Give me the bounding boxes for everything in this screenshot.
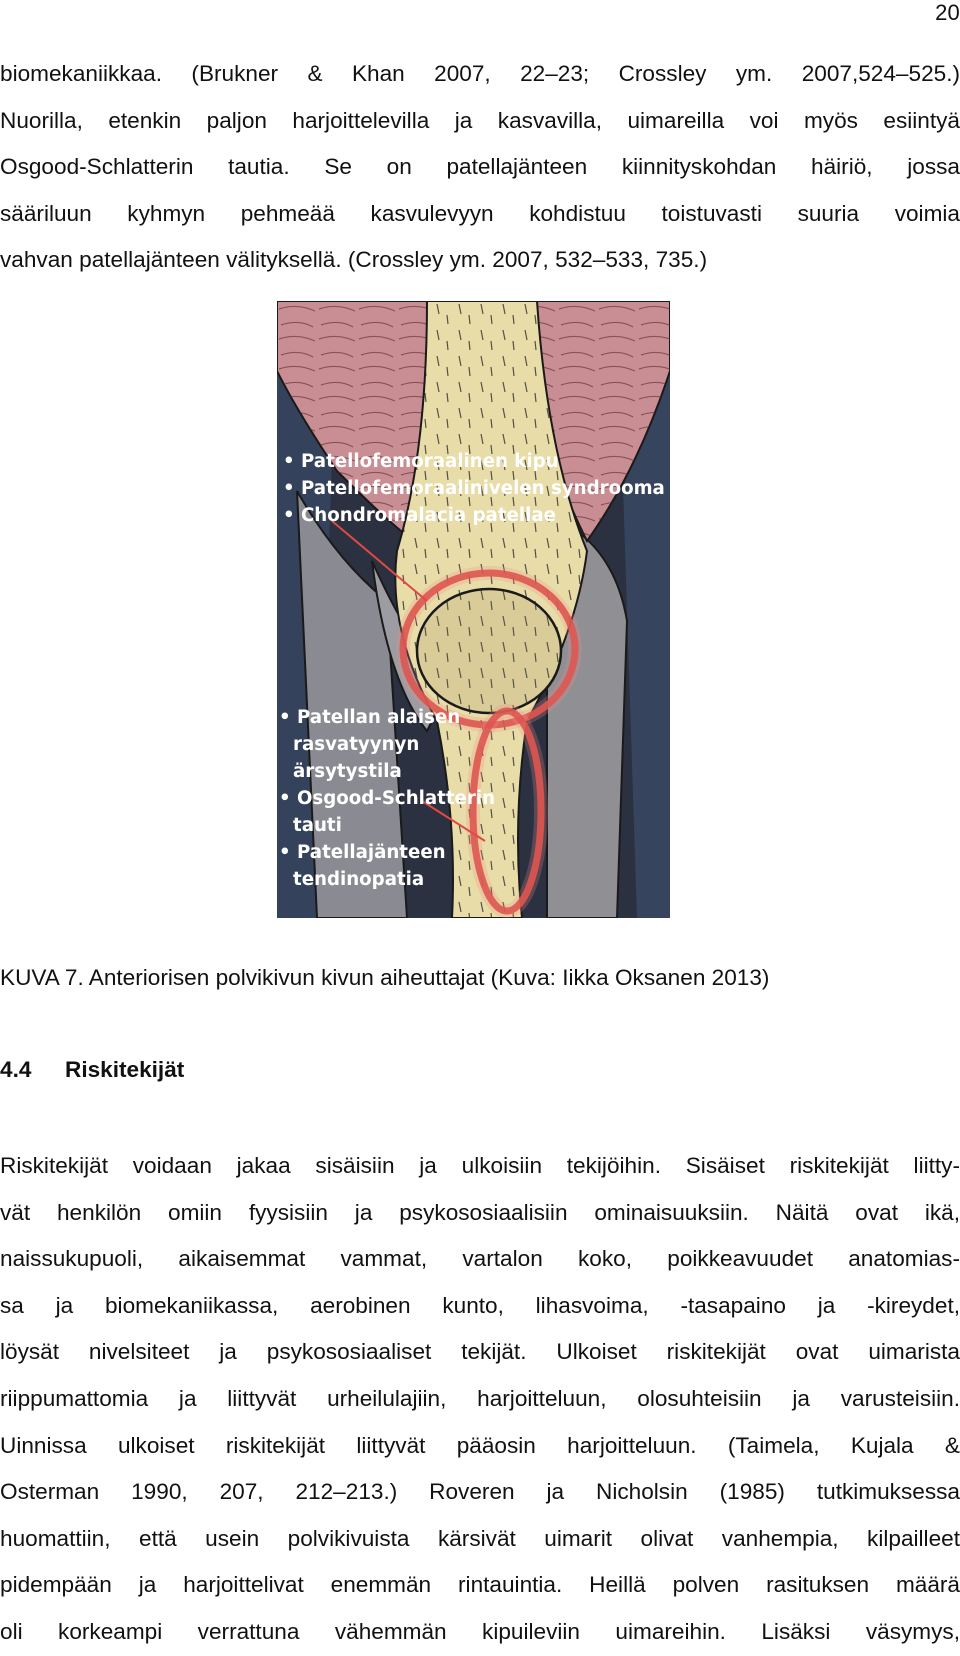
text-line: Uinnissa ulkoiset riskitekijät liittyvät pääosin harjoitteluun. (Taimela, Kujala & <box>0 1432 960 1458</box>
text-line: vät henkilön omiin fyysisiin ja psykososiaalisiin ominaisuuksiin. Näitä ovat ikä, <box>0 1199 960 1225</box>
text-line: Osterman 1990, 207, 212–213.) Roveren ja Nicholsin (1985) tutkimuksessa <box>0 1479 960 1505</box>
figure-label: • Chondromalacia patellae <box>283 505 556 526</box>
figure-label: • Patellajänteen <box>279 842 446 863</box>
figure-label: • Osgood-Schlatterin <box>279 788 496 809</box>
text-line: sääriluun kyhmyn pehmeää kasvulevyyn kohdistuu toistuvasti suuria voimia <box>0 200 960 226</box>
text-line: oli korkeampi verrattuna vähemmän kipuileviin uimareihin. Lisäksi väsymys, <box>0 1618 960 1644</box>
figure-label: tauti <box>293 815 342 836</box>
text-line: pidempään ja harjoittelivat enemmän rintauintia. Heillä polven rasituksen määrä <box>0 1572 960 1598</box>
figure-label: rasvatyynyn <box>293 734 420 755</box>
figure-label: • Patellan alaisen <box>279 707 461 728</box>
text-line: naissukupuoli, aikaisemmat vammat, vartalon koko, poikkeavuudet anatomias- <box>0 1246 960 1272</box>
text-line: sa ja biomekaniikassa, aerobinen kunto, lihasvoima, -tasapaino ja -kireydet, <box>0 1292 960 1318</box>
intro-paragraph <box>0 51 960 284</box>
text-line: Osgood-Schlatterin tautia. Se on patellajänteen kiinnityskohdan häiriö, jossa <box>0 154 960 180</box>
knee-anatomy-illustration <box>277 301 670 918</box>
body-paragraph <box>0 1143 960 1656</box>
text-line: riippumattomia ja liittyvät urheilulajiin, harjoitteluun, olosuhteisiin ja varusteisiin. <box>0 1385 960 1411</box>
figure-label: ärsytystila <box>293 761 402 782</box>
text-line: vahvan patellajänteen välityksellä. (Crossley ym. 2007, 532–533, 735.) <box>0 247 708 273</box>
knee-anatomy-figure <box>277 301 670 918</box>
text-line: biomekaniikkaa. (Brukner & Khan 2007, 22–23; Crossley ym. 2007,524–525.) <box>0 61 960 86</box>
figure-caption: KUVA 7. Anteriorisen polvikivun kivun aiheuttajat (Kuva: Iikka Oksanen 2013) <box>0 965 770 990</box>
section-title: Riskitekijät <box>65 1057 185 1082</box>
section-number: 4.4 <box>0 1057 32 1082</box>
figure-label: tendinopatia <box>293 869 425 890</box>
text-line: huomattiin, että usein polvikivuista kärsivät uimarit olivat vanhempia, kilpailleet <box>0 1525 960 1551</box>
figure-label: • Patellofemoraalinivelen syndrooma <box>283 478 665 499</box>
page-number: 20 <box>935 0 960 25</box>
text-line: Riskitekijät voidaan jakaa sisäisiin ja ulkoisiin tekijöihin. Sisäiset riskitekijät liitty- <box>0 1153 960 1178</box>
text-line: Nuorilla, etenkin paljon harjoittelevilla ja kasvavilla, uimareilla voi myös esiintyä <box>0 107 960 133</box>
text-line: löysät nivelsiteet ja psykososiaaliset tekijät. Ulkoiset riskitekijät ovat uimarista <box>0 1339 960 1365</box>
figure-label: • Patellofemoraalinen kipu <box>283 451 559 472</box>
section-heading <box>0 1057 184 1083</box>
